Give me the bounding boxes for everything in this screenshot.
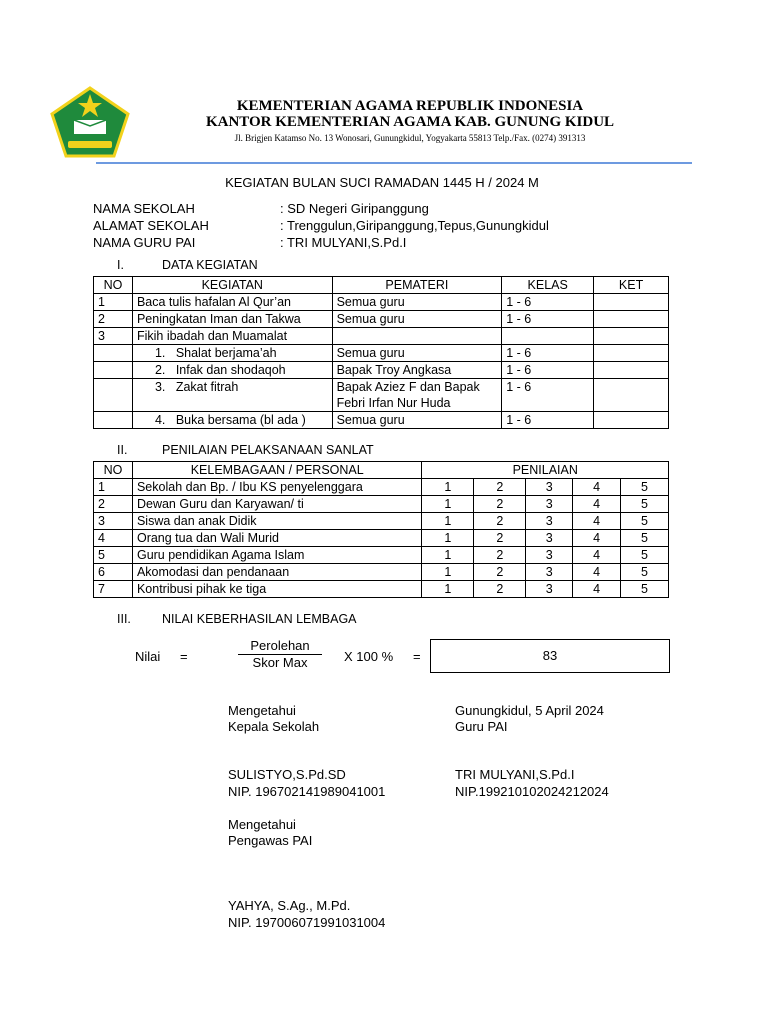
table-row: [94, 328, 669, 345]
score-cell: 1: [422, 496, 474, 513]
header-address: Jl. Brigjen Katamso No. 13 Wonosari, Gunungkidul, Yogyakarta 55813 Telp./Fax. (0274) 391313: [234, 133, 586, 143]
info-label: ALAMAT SEKOLAH: [93, 218, 209, 233]
score-cell: 2: [474, 479, 526, 496]
score-cell: 1: [422, 479, 474, 496]
sig-bottom-nip: NIP. 197006071991031004: [228, 915, 386, 930]
score-cell: 2: [474, 513, 526, 530]
sig-left-title2: Kepala Sekolah: [228, 719, 320, 734]
equals-sign: =: [413, 649, 421, 664]
kemenag-logo: [50, 86, 130, 158]
section3-num: III.: [117, 612, 131, 626]
col-header: NO: [94, 277, 133, 294]
table-row: [94, 547, 669, 564]
cell-ket: [594, 294, 669, 311]
header-rule: [96, 162, 692, 164]
table-header-row: [94, 277, 669, 294]
table-subrow: [94, 362, 669, 379]
cell-pemateri: Semua guru: [332, 345, 502, 362]
col-header: PEMATERI: [332, 277, 502, 294]
cell-no: 3: [94, 328, 133, 345]
cell-label: Orang tua dan Wali Murid: [132, 530, 421, 547]
score-cell: 5: [621, 581, 669, 598]
col-header: KELAS: [502, 277, 594, 294]
score-cell: 3: [526, 581, 573, 598]
section1-num: I.: [117, 258, 124, 272]
info-value: : SD Negeri Giripanggung: [280, 201, 429, 216]
score-cell: 1: [422, 581, 474, 598]
document-title: KEGIATAN BULAN SUCI RAMADAN 1445 H / 2024 M: [225, 175, 539, 190]
cell-kegiatan: Fikih ibadah dan Muamalat: [132, 328, 332, 345]
score-cell: 4: [573, 547, 621, 564]
score-cell: 4: [573, 564, 621, 581]
info-value: : Trenggulun,Giripanggung,Tepus,Gunungkidul: [280, 218, 549, 233]
cell-kelas: 1 - 6: [502, 345, 594, 362]
section2-title: PENILAIAN PELAKSANAAN SANLAT: [162, 443, 374, 457]
cell-no: 2: [94, 496, 133, 513]
cell-kegiatan: 4. Buka bersama (bl ada ): [132, 412, 332, 429]
table-row: [94, 564, 669, 581]
info-label: NAMA SEKOLAH: [93, 201, 195, 216]
cell-pemateri: Semua guru: [332, 311, 502, 328]
cell-kelas: 1 - 6: [502, 379, 594, 412]
col-header: PENILAIAN: [422, 462, 669, 479]
table-row: [94, 479, 669, 496]
col-header: NO: [94, 462, 133, 479]
table-row: [94, 311, 669, 328]
score-cell: 2: [474, 530, 526, 547]
table-row: [94, 513, 669, 530]
info-value: : TRI MULYANI,S.Pd.I: [280, 235, 407, 250]
table-subrow: [94, 379, 669, 412]
info-label: NAMA GURU PAI: [93, 235, 196, 250]
section2-num: II.: [117, 443, 128, 457]
score-cell: 2: [474, 547, 526, 564]
cell-no: 6: [94, 564, 133, 581]
table-row: [94, 530, 669, 547]
cell-no: 5: [94, 547, 133, 564]
cell-kelas: [502, 328, 594, 345]
cell-kelas: 1 - 6: [502, 311, 594, 328]
cell-label: Guru pendidikan Agama Islam: [132, 547, 421, 564]
score-cell: 5: [621, 496, 669, 513]
cell-pemateri: Semua guru: [332, 412, 502, 429]
score-cell: 2: [474, 496, 526, 513]
sig-right-nip: NIP.199210102024212024: [455, 784, 609, 799]
section1-title: DATA KEGIATAN: [162, 258, 258, 272]
table-subrow: [94, 412, 669, 429]
score-cell: 5: [621, 564, 669, 581]
score-cell: 5: [621, 479, 669, 496]
score-cell: 3: [526, 496, 573, 513]
cell-pemateri: Bapak Troy Angkasa: [332, 362, 502, 379]
table-row: [94, 581, 669, 598]
cell-kegiatan: 2. Infak dan shodaqoh: [132, 362, 332, 379]
col-header: KET: [594, 277, 669, 294]
score-cell: 5: [621, 547, 669, 564]
cell-pemateri: Semua guru: [332, 294, 502, 311]
score-cell: 5: [621, 513, 669, 530]
result-box: 83: [430, 639, 670, 673]
cell-no: 1: [94, 294, 133, 311]
sig-bottom-title2: Pengawas PAI: [228, 833, 313, 848]
table-subrow: [94, 345, 669, 362]
score-cell: 3: [526, 479, 573, 496]
score-cell: 3: [526, 564, 573, 581]
cell-kelas: 1 - 6: [502, 294, 594, 311]
denominator: Skor Max: [252, 655, 308, 670]
table-header-row: [94, 462, 669, 479]
col-header: KEGIATAN: [132, 277, 332, 294]
score-cell: 1: [422, 564, 474, 581]
cell-no: 4: [94, 530, 133, 547]
score-cell: 3: [526, 513, 573, 530]
assessment-table: [93, 461, 669, 598]
header-line2: KANTOR KEMENTERIAN AGAMA KAB. GUNUNG KIDUL: [205, 114, 615, 130]
score-cell: 3: [526, 530, 573, 547]
score-cell: 4: [573, 581, 621, 598]
sig-bottom-name: YAHYA, S.Ag., M.Pd.: [228, 898, 351, 913]
cell-label: Sekolah dan Bp. / Ibu KS penyelenggara: [132, 479, 421, 496]
table-row: [94, 496, 669, 513]
score-cell: 2: [474, 564, 526, 581]
score-cell: 4: [573, 530, 621, 547]
cell-kegiatan: Baca tulis hafalan Al Qur’an: [132, 294, 332, 311]
fraction: [238, 638, 322, 670]
multiplier: X 100 %: [344, 649, 394, 664]
sig-right-name: TRI MULYANI,S.Pd.I: [455, 767, 575, 782]
sig-left-nip: NIP. 196702141989041001: [228, 784, 386, 799]
header-line1: KEMENTERIAN AGAMA REPUBLIK INDONESIA: [236, 98, 584, 114]
score-cell: 4: [573, 513, 621, 530]
cell-kelas: 1 - 6: [502, 362, 594, 379]
cell-kelas: 1 - 6: [502, 412, 594, 429]
sig-left-name: SULISTYO,S.Pd.SD: [228, 767, 346, 782]
cell-pemateri: Bapak Aziez F dan Bapak Febri Irfan Nur Huda: [332, 379, 502, 412]
score-cell: 1: [422, 547, 474, 564]
cell-ket: [594, 311, 669, 328]
score-cell: 4: [573, 479, 621, 496]
cell-no: 3: [94, 513, 133, 530]
sig-right-date: Gunungkidul, 5 April 2024: [455, 703, 604, 718]
sig-left-title1: Mengetahui: [228, 703, 296, 718]
score-cell: 4: [573, 496, 621, 513]
sig-bottom-title1: Mengetahui: [228, 817, 296, 832]
activity-table: [93, 276, 669, 429]
cell-no: 7: [94, 581, 133, 598]
score-cell: 2: [474, 581, 526, 598]
numerator: Perolehan: [238, 638, 322, 655]
cell-label: Siswa dan anak Didik: [132, 513, 421, 530]
cell-label: Dewan Guru dan Karyawan/ ti: [132, 496, 421, 513]
sig-right-title: Guru PAI: [455, 719, 508, 734]
cell-label: Akomodasi dan pendanaan: [132, 564, 421, 581]
cell-ket: [594, 328, 669, 345]
table-row: [94, 294, 669, 311]
cell-label: Kontribusi pihak ke tiga: [132, 581, 421, 598]
cell-kegiatan: Peningkatan Iman dan Takwa: [132, 311, 332, 328]
cell-kegiatan: 3. Zakat fitrah: [132, 379, 332, 412]
cell-no: 1: [94, 479, 133, 496]
equals-sign: =: [180, 649, 188, 664]
nilai-label: Nilai: [135, 649, 161, 664]
cell-no: 2: [94, 311, 133, 328]
section3-title: NILAI KEBERHASILAN LEMBAGA: [162, 612, 357, 626]
score-cell: 3: [526, 547, 573, 564]
score-cell: 5: [621, 530, 669, 547]
score-cell: 1: [422, 513, 474, 530]
col-header: KELEMBAGAAN / PERSONAL: [132, 462, 421, 479]
score-cell: 1: [422, 530, 474, 547]
cell-kegiatan: 1. Shalat berjama’ah: [132, 345, 332, 362]
cell-pemateri: [332, 328, 502, 345]
